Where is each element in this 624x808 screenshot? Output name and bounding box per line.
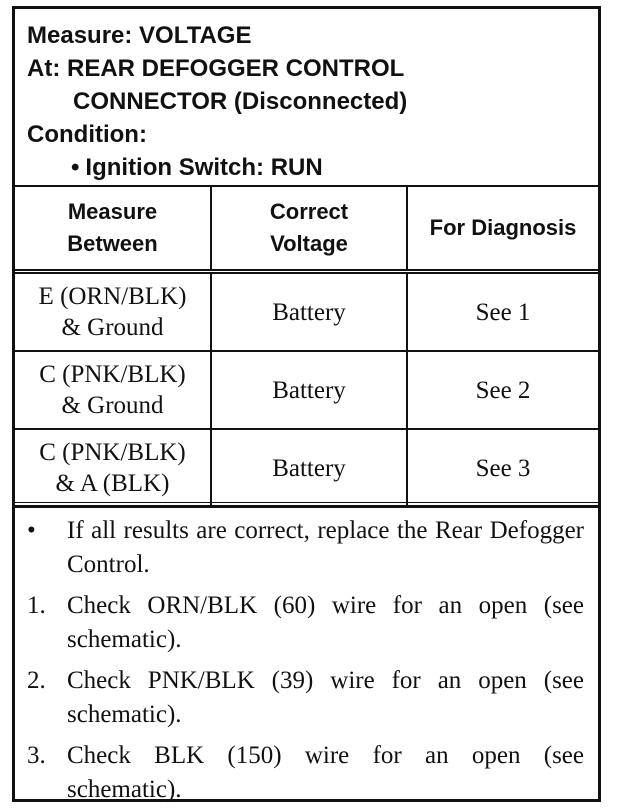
location-line-1: At: REAR DEFOGGER CONTROL [27,55,405,82]
diagnosis-notes [15,502,598,802]
cell-for-diagnosis: See 1 [407,272,598,352]
note-text: If all results are correct, replace the Rear Defogger Control. [67,517,584,578]
condition-item [27,151,598,184]
diagnostic-card [12,6,601,802]
cell-correct-voltage: Battery [211,429,407,507]
note-marker: 1. [27,592,46,619]
cell-for-diagnosis: See 2 [407,351,598,429]
cell-correct-voltage: Battery [211,351,407,429]
note-marker: 3. [27,742,46,769]
cell-measure-between: C (PNK/BLK) & A (BLK) [15,429,211,507]
table-row [15,429,598,507]
bullet-icon: • [71,154,80,181]
list-item [27,664,584,732]
condition-item-text: Ignition Switch: RUN [85,154,323,181]
table-header-row [15,187,598,272]
column-header-measure-between: Measure Between [15,187,211,272]
location-line-2: CONNECTOR (Disconnected) [73,88,408,115]
list-item [27,589,584,657]
cell-measure-between: E (ORN/BLK) & Ground [15,272,211,352]
measurement-header [15,9,598,187]
cell-for-diagnosis: See 3 [407,429,598,507]
table-row [15,272,598,352]
note-marker: 2. [27,667,46,694]
list-item [27,514,584,582]
note-text: Check ORN/BLK (60) wire for an open (see schematic). [67,592,584,653]
note-text: Check BLK (150) wire for an open (see schematic). [67,742,584,803]
measurement-table [15,187,598,508]
cell-correct-voltage: Battery [211,272,407,352]
column-header-for-diagnosis: For Diagnosis [407,187,598,272]
column-header-correct-voltage: Correct Voltage [211,187,407,272]
list-item [27,739,584,807]
note-marker: • [27,517,36,544]
measure-title: Measure: VOLTAGE [27,22,252,49]
table-row [15,351,598,429]
condition-label: Condition: [27,121,147,148]
note-text: Check PNK/BLK (39) wire for an open (see schematic). [67,667,584,728]
cell-measure-between: C (PNK/BLK) & Ground [15,351,211,429]
